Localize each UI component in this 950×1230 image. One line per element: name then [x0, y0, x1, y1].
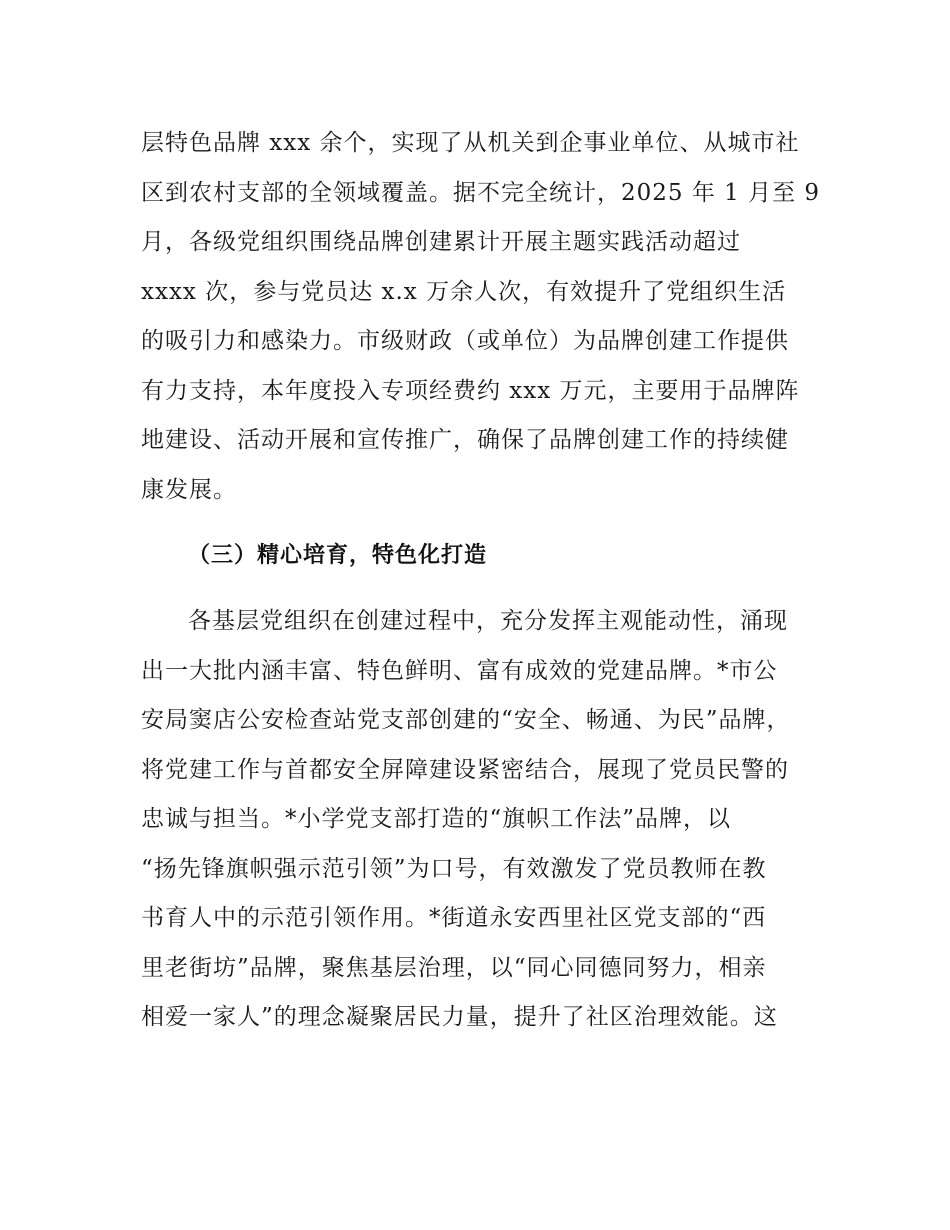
paragraph-line: 康发展。 — [141, 477, 237, 503]
paragraph-line: “扬先锋旗帜强示范引领”为口号，有效激发了党员教师在教 — [141, 856, 767, 882]
paragraph-line: 层特色品牌 xxx 余个，实现了从机关到企事业单位、从城市社 — [141, 130, 800, 156]
paragraph-line: xxxx 次，参与党员达 x.x 万余人次，有效提升了党组织生活 — [141, 279, 787, 305]
paragraph-line: 里老街坊”品牌，聚焦基层治理，以“同心同德同努力，相亲 — [141, 955, 767, 981]
paragraph-line: 的吸引力和感染力。市级财政（或单位）为品牌创建工作提供 — [141, 328, 789, 354]
paragraph-line: 安局窦店公安检查站党支部创建的“安全、畅通、为民”品牌， — [141, 707, 791, 733]
paragraph-line: 区到农村支部的全领域覆盖。据不完全统计，2025 年 1 月至 9 — [141, 180, 821, 206]
paragraph-line: 相爱一家人”的理念凝聚居民力量，提升了社区治理效能。这 — [141, 1004, 778, 1030]
paragraph-line: 各基层党组织在创建过程中，充分发挥主观能动性，涌现 — [188, 608, 788, 634]
paragraph-line: 出一大批内涵丰富、特色鲜明、富有成效的党建品牌。*市公 — [141, 658, 778, 684]
paragraph-line: 忠诚与担当。*小学党支部打造的“旗帜工作法”品牌，以 — [141, 806, 732, 832]
paragraph-line: 有力支持，本年度投入专项经费约 xxx 万元，主要用于品牌阵 — [141, 378, 800, 404]
section-heading: （三）精心培育，特色化打造 — [188, 543, 488, 568]
paragraph-line: 将党建工作与首都安全屏障建设紧密结合，展现了党员民警的 — [141, 757, 789, 783]
paragraph-line: 书育人中的示范引领作用。*街道永安西里社区党支部的“西 — [141, 905, 767, 931]
paragraph-line: 地建设、活动开展和宣传推广，确保了品牌创建工作的持续健 — [141, 427, 789, 453]
paragraph-line: 月，各级党组织围绕品牌创建累计开展主题实践活动超过 — [141, 229, 741, 255]
